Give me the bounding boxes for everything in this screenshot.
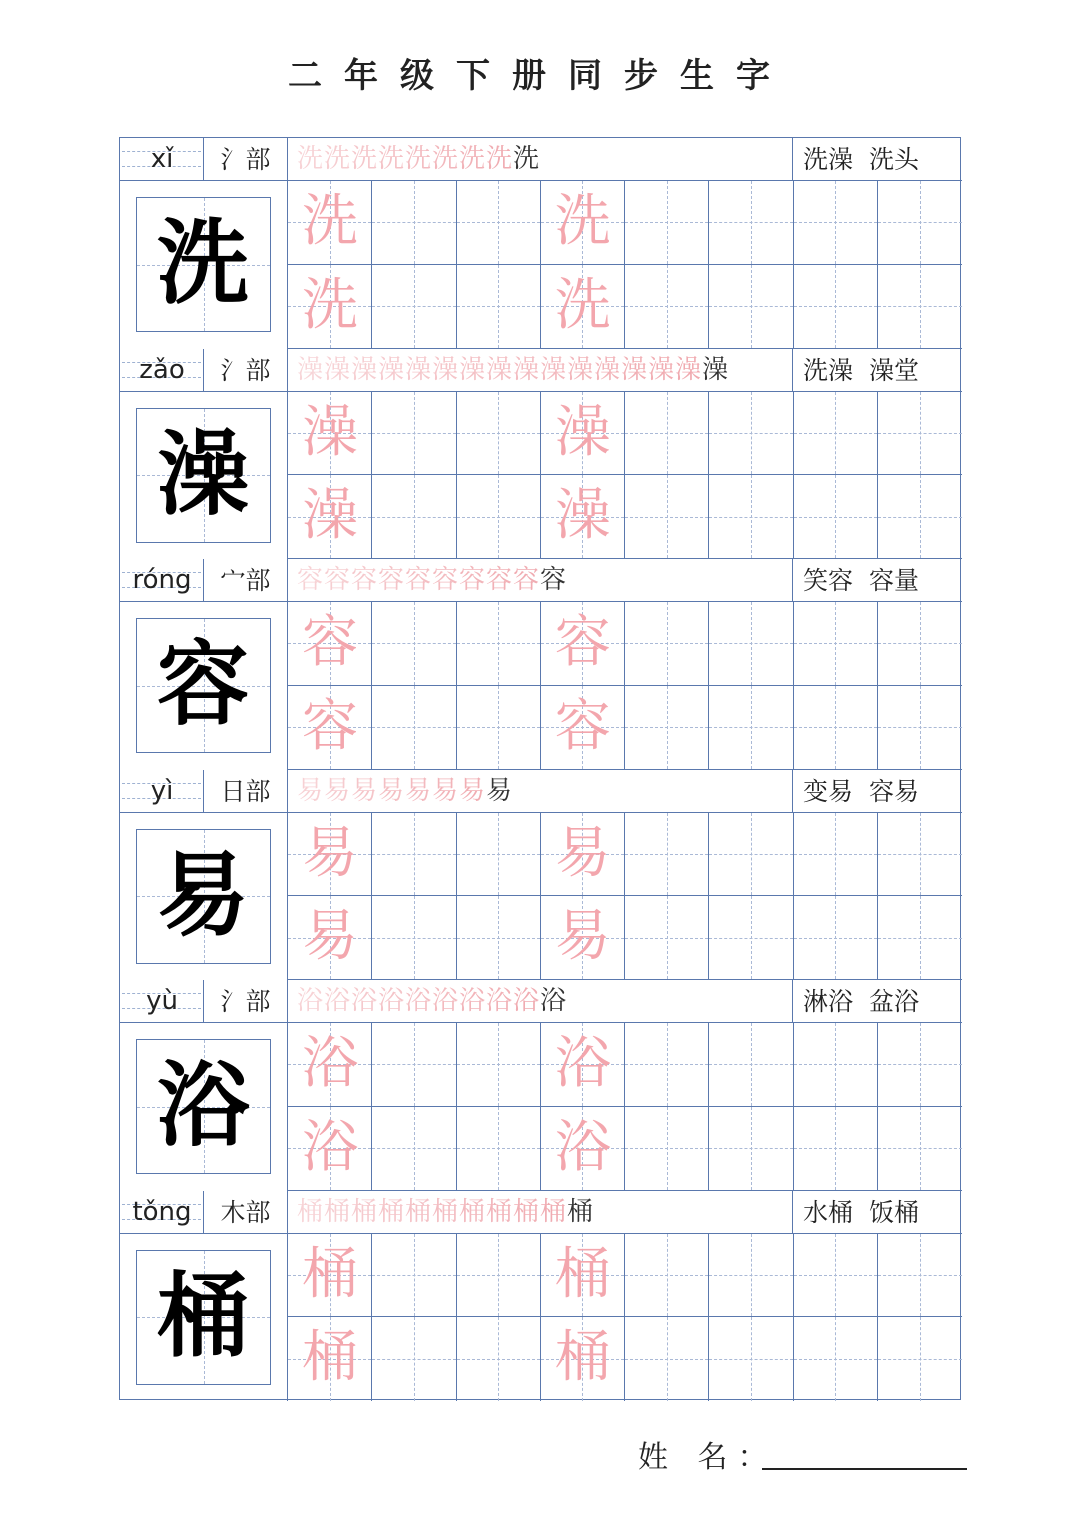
stroke-step: 浴 [404,986,430,1016]
writing-cell[interactable] [288,813,372,897]
writing-cell[interactable] [625,1023,709,1107]
practice-area [120,813,962,981]
writing-cell[interactable] [457,265,541,349]
character-block [120,349,962,560]
writing-cell[interactable] [541,1234,625,1318]
writing-cell[interactable] [878,392,962,476]
writing-cell[interactable] [709,813,793,897]
model-character: 易 [156,841,249,949]
stroke-step: 容 [512,565,538,595]
writing-cell[interactable] [878,1023,962,1107]
writing-cell[interactable] [541,265,625,349]
stroke-step: 桶 [296,1196,322,1227]
name-input-line[interactable] [762,1468,967,1470]
stroke-step: 容 [485,565,511,595]
tian-grid [288,181,962,349]
writing-cell[interactable] [288,686,372,770]
writing-cell[interactable] [625,475,709,559]
writing-cell[interactable] [372,265,456,349]
stroke-order-row [288,559,793,602]
character-header-row [120,138,962,181]
stroke-step: 浴 [296,986,322,1016]
writing-cell[interactable] [878,896,962,980]
practice-area [120,1234,962,1402]
stroke-step: 洗 [431,144,457,174]
model-character: 桶 [156,1262,249,1370]
writing-cell[interactable] [878,1317,962,1401]
model-character: 洗 [156,210,249,317]
example-word: 盆浴 [869,987,920,1016]
stroke-step: 浴 [350,986,376,1016]
writing-cell[interactable] [794,813,878,897]
pinyin-text: xǐ [150,144,174,174]
stroke-order-row [288,980,793,1023]
pinyin-cell [120,559,204,602]
model-character-box [136,618,271,753]
writing-cell[interactable] [288,602,372,686]
writing-cell[interactable] [625,602,709,686]
writing-cell[interactable] [372,602,456,686]
writing-cell[interactable] [457,1317,541,1401]
character-block [120,980,962,1191]
character-header-row [120,559,962,602]
writing-cell[interactable] [878,813,962,897]
writing-cell[interactable] [625,686,709,770]
tracing-character: 桶 [302,1241,358,1307]
practice-area [120,392,962,560]
pinyin-text: tǒng [132,1196,192,1227]
writing-cell[interactable] [794,1317,878,1401]
model-character-cell [120,1234,288,1402]
character-header-row [120,980,962,1023]
tracing-character: 浴 [302,1031,358,1096]
writing-cell[interactable] [878,475,962,559]
writing-cell[interactable] [709,1317,793,1401]
stroke-step: 容 [458,565,484,595]
stroke-step: 澡 [458,354,484,385]
character-header-row [120,1191,962,1234]
pinyin-cell [120,980,204,1023]
writing-cell[interactable] [878,181,962,265]
writing-cell[interactable] [794,265,878,349]
writing-cell[interactable] [878,686,962,770]
tracing-character: 浴 [302,1114,358,1180]
writing-cell[interactable] [709,1023,793,1107]
stroke-step: 桶 [377,1196,403,1227]
stroke-step: 容 [431,565,457,595]
stroke-step: 容 [296,565,322,595]
writing-cell[interactable] [794,1023,878,1107]
radical-label: 氵部 [204,349,288,392]
example-words [793,349,962,392]
stroke-step: 易 [377,775,403,806]
tracing-character: 容 [302,693,358,759]
stroke-step: 易 [458,775,484,806]
tracing-character: 浴 [554,1114,611,1180]
model-character-box [136,1250,271,1385]
model-character-box [136,197,271,332]
writing-cell[interactable] [794,1234,878,1318]
writing-cell[interactable] [288,265,372,349]
stroke-step: 浴 [431,986,457,1016]
tracing-character: 容 [302,610,358,675]
writing-cell[interactable] [457,181,541,265]
writing-cell[interactable] [541,686,625,770]
stroke-step: 洗 [404,144,430,174]
writing-cell[interactable] [625,1317,709,1401]
example-words [793,138,962,181]
example-word: 变易 [803,776,854,806]
writing-cell[interactable] [372,475,456,559]
stroke-step: 澡 [431,354,457,385]
stroke-step: 澡 [674,354,700,385]
tracing-character: 澡 [302,399,358,465]
writing-cell[interactable] [794,475,878,559]
writing-cell[interactable] [457,602,541,686]
character-block [120,1191,962,1402]
stroke-step: 洗 [485,144,511,174]
model-character-cell [120,602,288,770]
example-word: 洗头 [869,145,920,174]
pinyin-text: yù [146,986,178,1016]
writing-cell[interactable] [372,686,456,770]
stroke-step: 澡 [404,354,430,385]
example-words [793,770,962,813]
pinyin-text: yì [150,775,174,806]
tian-grid [288,602,962,770]
stroke-step: 洗 [377,144,403,174]
tracing-character: 澡 [554,483,611,549]
tracing-character: 洗 [554,272,611,338]
stroke-step: 澡 [593,354,619,385]
writing-cell[interactable] [541,392,625,476]
writing-cell[interactable] [541,1107,625,1191]
tracing-character: 易 [554,904,611,970]
writing-cell[interactable] [878,602,962,686]
pinyin-text: zǎo [139,354,185,385]
writing-cell[interactable] [372,181,456,265]
writing-cell[interactable] [709,896,793,980]
writing-cell[interactable] [709,392,793,476]
pinyin-cell [120,1191,204,1234]
model-character: 浴 [156,1052,249,1159]
radical-label: 氵部 [204,980,288,1023]
example-word: 洗澡 [803,355,854,385]
writing-cell[interactable] [541,181,625,265]
pinyin-cell [120,138,204,181]
writing-cell[interactable] [709,1234,793,1318]
stroke-step: 澡 [350,354,376,385]
writing-cell[interactable] [709,686,793,770]
character-block [120,770,962,981]
writing-cell[interactable] [457,1023,541,1107]
stroke-step: 浴 [512,986,538,1016]
tracing-character: 桶 [554,1241,611,1307]
writing-cell[interactable] [794,896,878,980]
writing-cell[interactable] [794,1107,878,1191]
stroke-step: 桶 [431,1196,457,1227]
writing-cell[interactable] [541,1023,625,1107]
example-word: 笑容 [803,566,854,595]
writing-cell[interactable] [794,392,878,476]
tian-grid [288,1234,962,1402]
writing-cell[interactable] [372,1317,456,1401]
tracing-character: 易 [302,820,358,886]
example-words [793,559,962,602]
stroke-step: 桶 [350,1196,376,1227]
example-words [793,1191,962,1234]
stroke-step: 容 [377,565,403,595]
stroke-step: 桶 [323,1196,349,1227]
stroke-order-row [288,138,793,181]
stroke-step: 浴 [458,986,484,1016]
stroke-order-row [288,349,793,392]
stroke-step: 澡 [296,354,322,385]
writing-cell[interactable] [878,265,962,349]
stroke-step: 澡 [620,354,646,385]
stroke-step: 易 [404,775,430,806]
writing-cell[interactable] [288,181,372,265]
model-character-cell [120,181,288,349]
writing-cell[interactable] [625,392,709,476]
tracing-character: 洗 [302,189,358,254]
character-header-row [120,349,962,392]
writing-cell[interactable] [288,1023,372,1107]
example-word: 容易 [869,776,920,806]
model-character: 澡 [156,420,249,528]
writing-cell[interactable] [457,896,541,980]
model-character-cell [120,813,288,981]
stroke-step: 洗 [350,144,376,174]
writing-cell[interactable] [288,1317,372,1401]
writing-cell[interactable] [625,896,709,980]
writing-cell[interactable] [625,181,709,265]
practice-area [120,181,962,349]
writing-cell[interactable] [288,1107,372,1191]
pinyin-cell [120,349,204,392]
writing-cell[interactable] [541,1317,625,1401]
stroke-step: 浴 [539,986,565,1016]
stroke-step: 易 [485,775,511,806]
model-character-cell [120,392,288,560]
stroke-step: 桶 [539,1196,565,1227]
tracing-character: 澡 [302,483,358,549]
stroke-step: 易 [323,775,349,806]
writing-cell[interactable] [709,181,793,265]
stroke-step: 桶 [458,1196,484,1227]
tracing-character: 洗 [302,272,358,338]
character-block [120,138,962,349]
model-character-box [136,1039,271,1174]
stroke-step: 浴 [377,986,403,1016]
writing-cell[interactable] [794,602,878,686]
tian-grid [288,392,962,560]
writing-cell[interactable] [541,475,625,559]
tracing-character: 容 [554,610,611,675]
writing-cell[interactable] [709,602,793,686]
character-header-row [120,770,962,813]
model-character-box [136,408,271,543]
writing-cell[interactable] [372,1234,456,1318]
stroke-step: 容 [323,565,349,595]
worksheet-grid [119,137,961,1400]
model-character-box [136,829,271,964]
writing-cell[interactable] [541,896,625,980]
writing-cell[interactable] [288,1234,372,1318]
radical-label: 氵部 [204,138,288,181]
stroke-step: 桶 [512,1196,538,1227]
writing-cell[interactable] [541,602,625,686]
writing-cell[interactable] [625,265,709,349]
stroke-step: 浴 [323,986,349,1016]
radical-label: 日部 [204,770,288,813]
stroke-step: 澡 [647,354,673,385]
model-character: 容 [156,631,249,738]
stroke-step: 澡 [701,354,727,385]
tian-grid [288,1023,962,1191]
stroke-step: 洗 [458,144,484,174]
stroke-step: 澡 [377,354,403,385]
writing-cell[interactable] [457,1107,541,1191]
stroke-step: 洗 [323,144,349,174]
stroke-step: 浴 [485,986,511,1016]
writing-cell[interactable] [625,813,709,897]
example-word: 洗澡 [803,145,854,174]
writing-cell[interactable] [457,1234,541,1318]
writing-cell[interactable] [372,813,456,897]
writing-cell[interactable] [709,475,793,559]
radical-label: 木部 [204,1191,288,1234]
tracing-character: 桶 [554,1325,611,1391]
writing-cell[interactable] [288,392,372,476]
tracing-character: 浴 [554,1031,611,1096]
stroke-step: 澡 [323,354,349,385]
pinyin-cell [120,770,204,813]
stroke-order-row [288,770,793,813]
writing-cell[interactable] [457,813,541,897]
tracing-character: 容 [554,693,611,759]
example-word: 饭桶 [869,1197,920,1227]
tracing-character: 易 [302,904,358,970]
writing-cell[interactable] [372,896,456,980]
stroke-step: 易 [350,775,376,806]
character-block [120,559,962,770]
stroke-step: 容 [350,565,376,595]
name-label: 姓 名： [638,1440,778,1475]
example-words [793,980,962,1023]
stroke-step: 澡 [512,354,538,385]
stroke-step: 容 [539,565,565,595]
writing-cell[interactable] [878,1107,962,1191]
stroke-step: 容 [404,565,430,595]
writing-cell[interactable] [457,686,541,770]
tracing-character: 澡 [554,399,611,465]
writing-cell[interactable] [288,896,372,980]
tracing-character: 桶 [302,1325,358,1391]
stroke-step: 澡 [539,354,565,385]
stroke-step: 桶 [566,1196,592,1227]
writing-cell[interactable] [625,1234,709,1318]
stroke-step: 桶 [485,1196,511,1227]
writing-cell[interactable] [457,475,541,559]
stroke-step: 易 [431,775,457,806]
stroke-step: 澡 [566,354,592,385]
model-character-cell [120,1023,288,1191]
stroke-step: 桶 [404,1196,430,1227]
writing-cell[interactable] [457,392,541,476]
radical-label: 宀部 [204,559,288,602]
example-word: 淋浴 [803,987,854,1016]
pinyin-text: róng [132,565,192,595]
writing-cell[interactable] [625,1107,709,1191]
stroke-step: 易 [296,775,322,806]
page-title: 二年级下册同步生字 [288,56,792,96]
writing-cell[interactable] [372,1023,456,1107]
writing-cell[interactable] [794,686,878,770]
writing-cell[interactable] [372,1107,456,1191]
writing-cell[interactable] [709,1107,793,1191]
practice-area [120,1023,962,1191]
practice-area [120,602,962,770]
example-word: 水桶 [803,1197,854,1227]
writing-cell[interactable] [794,181,878,265]
writing-cell[interactable] [878,1234,962,1318]
stroke-step: 洗 [512,144,538,174]
stroke-order-row [288,1191,793,1234]
stroke-step: 澡 [485,354,511,385]
example-word: 容量 [869,566,920,595]
tracing-character: 洗 [554,189,611,254]
writing-cell[interactable] [541,813,625,897]
tracing-character: 易 [554,820,611,886]
writing-cell[interactable] [709,265,793,349]
writing-cell[interactable] [288,475,372,559]
tian-grid [288,813,962,981]
example-word: 澡堂 [869,355,920,385]
stroke-step: 洗 [296,144,322,174]
writing-cell[interactable] [372,392,456,476]
